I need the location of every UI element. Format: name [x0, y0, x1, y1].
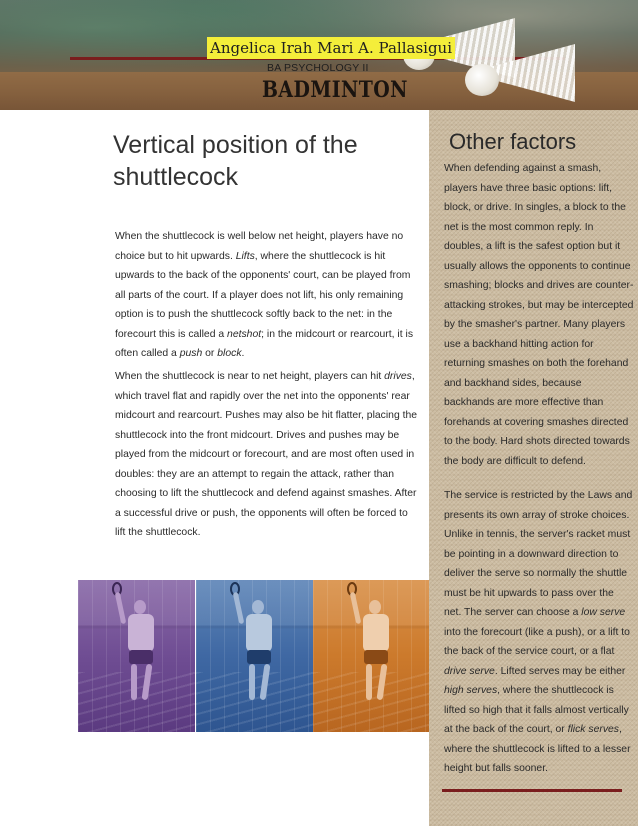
sidebar-rule: [442, 789, 622, 792]
text-run: , where the shuttlecock is lifted to a lesser height but falls sooner.: [444, 724, 631, 774]
player-photo-blue: [196, 580, 313, 732]
sidebar-heading: Other factors: [449, 129, 577, 154]
term-netshot: netshot: [227, 328, 262, 340]
paragraph-drives: [115, 367, 421, 543]
text-run: into the forecourt (like a push), or a lift to the back of the service court, or a flat: [444, 626, 630, 657]
text-run: ; in the midcourt or rearcourt, it is often called a: [115, 328, 414, 359]
shuttlecock-image: [455, 44, 575, 102]
document-title: BADMINTON: [262, 77, 408, 103]
section-heading: Vertical position of the shuttlecock: [113, 131, 358, 191]
paragraph-service: [444, 486, 634, 779]
term-drives: drives: [384, 371, 412, 382]
sidebar-panel: [429, 110, 638, 826]
player-photo-orange: [313, 580, 430, 732]
text-run: When the shuttlecock is near to net height, players can hit: [115, 371, 385, 382]
text-run: The service is restricted by the Laws and presents its own array of stroke choices. Unlike in tennis, the server's racket must be pointing in a downward direction to deliver the serve so normally the shuttle must be hit upwards to pass over the net. The server can choose a: [444, 490, 633, 618]
term-low-serve: low serve: [581, 607, 626, 618]
text-run: or: [202, 348, 218, 359]
term-block: block: [217, 348, 242, 359]
player-figure: [110, 592, 170, 712]
paragraph-defending: When defending against a smash, players have three basic options: lift, block, or drive. In singles, a block to the net is the most common reply. In doubles, a lift is the safest option but it usually allows the opponents to continue smashing; blocks and drives are counter-attacking strokes, but may be intercepted by the smasher's partner. Many players use a backhand hitting action for returning smashes on both the forehand and backhand sides, because backhands are more effective than forehands at covering smashes directed to the body. Hard shots directed towards the body are difficult to defend.: [444, 163, 634, 467]
paragraph-lifts: [115, 227, 421, 364]
text-run: .: [241, 348, 245, 359]
player-figure: [228, 592, 288, 712]
text-run: , which travel flat and rapidly over the net into the opponents' rear midcourt and rearcourt. Pushes may also be hit flatter, placing the shuttlecock into the front midcourt. Drives and pushes may be played from the midcourt or forecourt, and are most often used in doubles: they are an attempt to regain the attack, rather than choosing to lift the shuttlecock and defend against smashes. After a successful drive or push, the opponents will often be forced to lift the shuttlecock.: [115, 371, 418, 538]
player-photo-purple: [78, 580, 195, 732]
term-lifts: Lifts: [235, 250, 255, 262]
term-flick-serves: flick serves: [567, 724, 619, 735]
term-drive-serve: drive serve: [444, 665, 495, 677]
author-name: Angelica Irah Mari A. Pallasigui: [207, 37, 455, 59]
text-run: When the shuttlecock is well below net height, players have no choice but to hit upwards.: [115, 231, 404, 262]
player-figure: [345, 592, 405, 712]
term-push: push: [179, 348, 203, 359]
text-run: , where the shuttlecock is lifted so high that it falls almost vertically at the back of the court, or: [444, 685, 629, 735]
program-label: BA PSYCHOLOGY II: [267, 62, 369, 74]
text-run: , where the shuttlecock is hit upwards to the back of the opponents' court, can be played from all parts of the court. If a player does not lift, his only remaining option is to push the shuttlecock softly back to the net: in the forecourt this is called a: [115, 250, 411, 340]
text-run: . Lifted serves may be either: [494, 665, 626, 677]
term-high-serves: high serves: [444, 685, 498, 696]
header-banner: [0, 0, 638, 110]
